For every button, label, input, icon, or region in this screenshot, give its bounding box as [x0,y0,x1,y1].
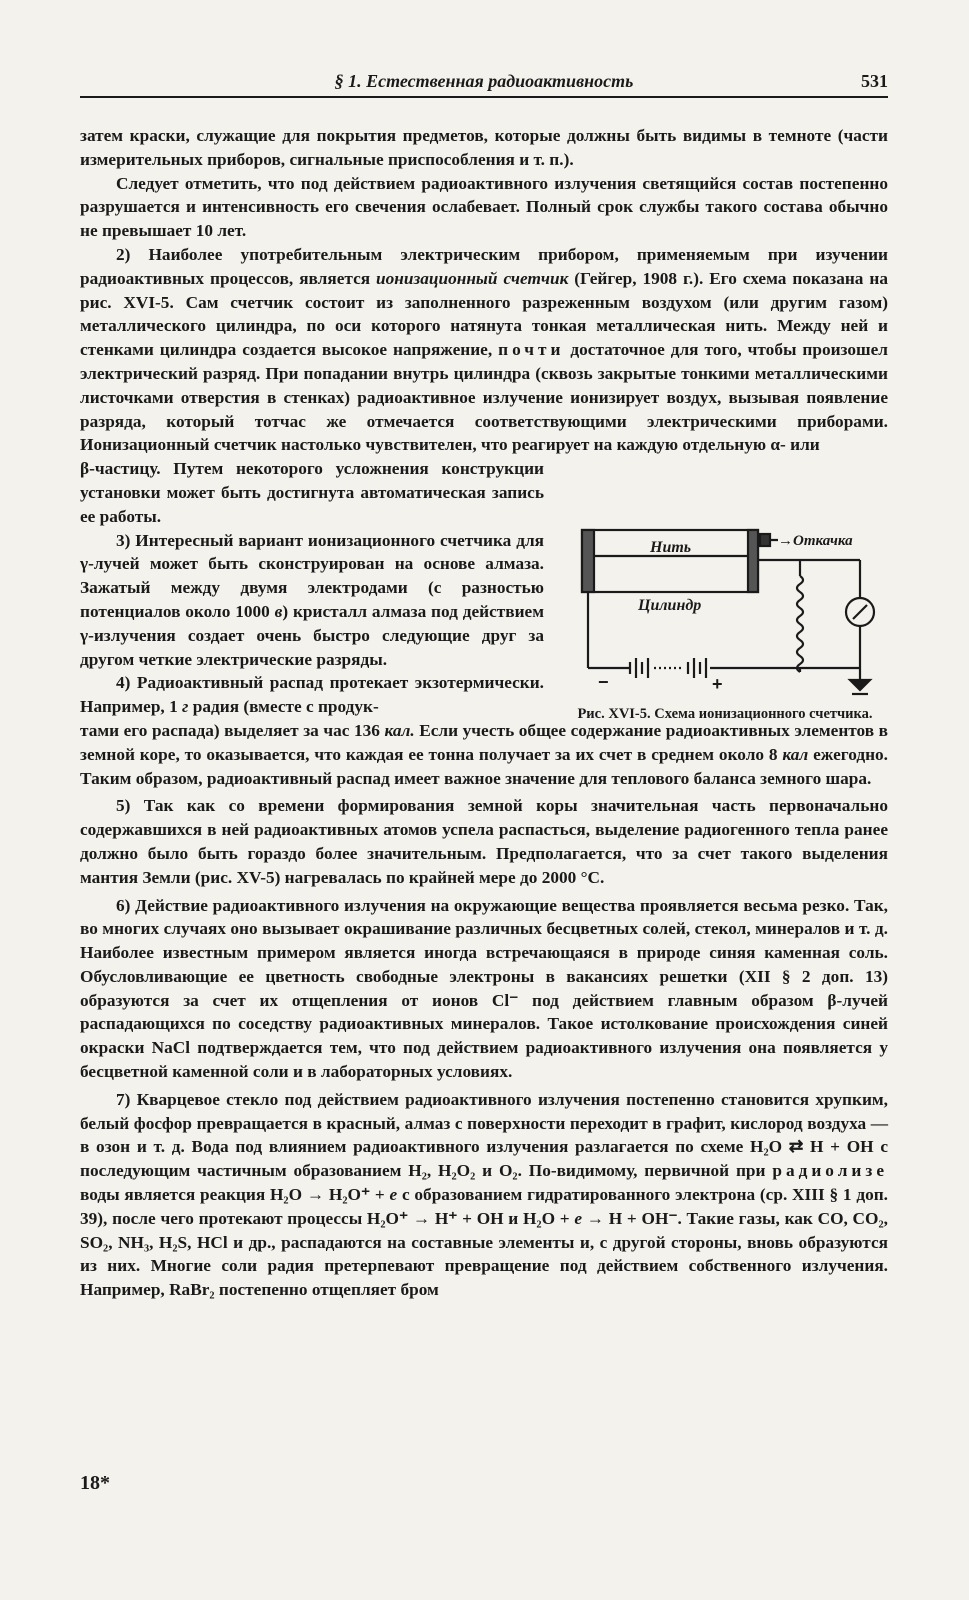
resistor-coil [797,576,803,672]
spaced-word: почти [498,340,565,360]
counter-diagram [560,520,890,700]
ground-icon [850,680,870,690]
text-span: 7) Кварцевое стекло под действием радиоактивного излучения постепенно становится хрупким, белый фосфор превращается в красный, алмаз с поверхности переходит в графит, кислород воздуха — в озон и т. д. Вода под влиянием радиоактивного излучения разлагается по схеме H₂O ⇄ H + OH с последующим частичным образованием H₂, H₂O₂ и O₂. По-видимому, первичной при [80,1089,888,1181]
battery-icon [630,658,706,678]
paragraph-radiogenic-heat: 5) Так как со времени формирования земной коры значительная часть первоначально содержавшихся в ней радиоактивных атомов успела распасться, выделение радиогенного тепла ранее должно было быть гораздо более значительным. Предполагается, что за счет такого выделения мантия Земли (рис. XV-5) нагревалась по крайней мере до 2000 °С. [80,796,888,887]
paragraph-exothermic-start [80,671,544,719]
section-title: § 1. Естественная радиоактивность [334,71,634,91]
paragraph-ionization-counter [80,243,888,457]
unit-gram: г [182,697,189,717]
figure-caption: Рис. XVI-5. Схема ионизационного счетчика. [577,706,873,722]
pump-valve [760,534,770,546]
paragraph-service-life: Следует отметить, что под действием радиоактивного излучения светящийся состав постепенно разрушается и интенсивность его свечения ослабевает. Полный срок службы такого состава обычно не превышает 10 лет. [80,173,888,241]
cylinder-right-wall [748,530,758,592]
label-pump: →Откачка [778,533,853,549]
text-span: 2) Наиболее употребительным электрическим прибором, применяемым при изучении радиоактивных процессов, является [80,244,888,288]
label-thread: Нить [650,539,692,556]
text-span: ) кристалл алмаза под действием γ-излучения создает очень быстро следующие друг за другом четкие электрические разряды. [80,601,544,669]
label-plus: + [712,674,723,694]
text-span: 3) Интересный вариант ионизационного счетчика для γ-лучей может быть сконструирован на основе алмаза. Зажатый между двумя электродами (с разностью потенциалов около 1000 [80,530,544,621]
page-number: 531 [861,71,888,91]
paragraph-continuation: затем краски, служащие для покрытия предметов, которые должны быть видимы в темноте (части измерительных приборов, сигнальные приспособления и т. п.). [80,126,888,169]
label-minus: − [598,672,609,692]
text-span: Если учесть общее содержание радиоактивных элементов в земной коре, то оказывается, что каждая ее тонна получает за их счет в среднем около 8 [80,720,889,764]
paragraph-radiolysis [80,1088,888,1302]
text-span: радия (вместе с продук- [188,697,379,717]
term-ionization-counter: ионизационный счетчик [376,268,569,288]
electron-symbol: e [389,1185,398,1205]
spaced-word: радиолизе [772,1161,888,1181]
label-cylinder: Цилиндр [638,597,702,614]
text-span: → H + OH⁻. Такие газы, как CO, CO₂, SO₂, NH₃, H₂S, HCl и др., распадаются на составные элементы и, с другой стороны, вновь образуются из них. Многие соли радия претерпевают превращение под действием собственного излучения. Например, RaBr₂ постепенно отщепляет бром [80,1208,888,1300]
paragraph-coloration: 6) Действие радиоактивного излучения на окружающие вещества проявляется весьма резко. Так, во многих случаях оно вызывает окрашивание различных бесцветных солей, стекол, минералов и т. д. Наиболее известным примером является иногда встречающаяся в природе синяя каменная соль. Обусловливающие ее цветность свободные электроны в вакансиях решетки (XII § 2 доп. 13) образуются за счет их отщепления от ионов Cl⁻ под действием главным образом β-лучей распадающихся по соседству радиоактивных минералов. Такое истолкование происхождения синей окраски NaCl подтверждается тем, что под действием радиоактивного излучения она появляется у бесцветной каменной соли и в лабораторных условиях. [80,895,888,1082]
unit-cal: кал [782,744,809,764]
text-span: (Гейгер, 1908 г.). Его схема показана на рис. XVI-5. Сам счетчик состоит из заполненного разреженным воздухом (или другим газом) металлического цилиндра, по оси которого натянута тонкая металлическая нить. Между ней и стенками цилиндра создается высокое напряжение, [80,268,888,360]
signature-mark: 18* [80,1472,110,1494]
electron-symbol: e [574,1208,583,1228]
text-span: тами его распада) выделяет за час 136 [80,720,385,740]
cylinder-left-wall [582,530,594,592]
paragraph-beta-particle: β-частицу. Путем некоторого усложнения конструкции установки может быть достигнута автоматическая запись ее работы. [80,459,544,526]
text-span: достаточное для того, чтобы произошел электрический разряд. При попадании внутрь цилиндра (сквозь закрытые тонкими металлическими листочками отверстия в стенках) радиоактивное излучение ионизирует воздух, вызывая появление разряда, который тотчас же отмечается соответствующими электрическими приборами. Ионизационный счетчик настолько чувствителен, что реагирует на каждую отдельную α- или [80,340,888,455]
text-span: 4) Радиоактивный распад протекает экзотермически. Например, 1 [80,673,544,717]
unit-volt: в [274,601,283,621]
figure-ionization-counter [560,520,890,723]
paragraph-exothermic-end [80,719,888,790]
galvanometer-needle [853,605,867,619]
paragraph-diamond-counter [80,529,544,672]
running-header [80,68,888,98]
unit-cal: кал. [384,720,415,740]
text-span: с образованием гидратированного электрона (ср. XIII § 1 доп. 39), после чего протекают процессы H₂O⁺ → H⁺ + OH и H₂O + [80,1185,888,1228]
text-span: воды является реакция H₂O → H₂O⁺ + [80,1185,390,1205]
text-span: ежегодно. Таким образом, радиоактивный распад имеет важное значение для теплового баланса земного шара. [80,744,888,788]
